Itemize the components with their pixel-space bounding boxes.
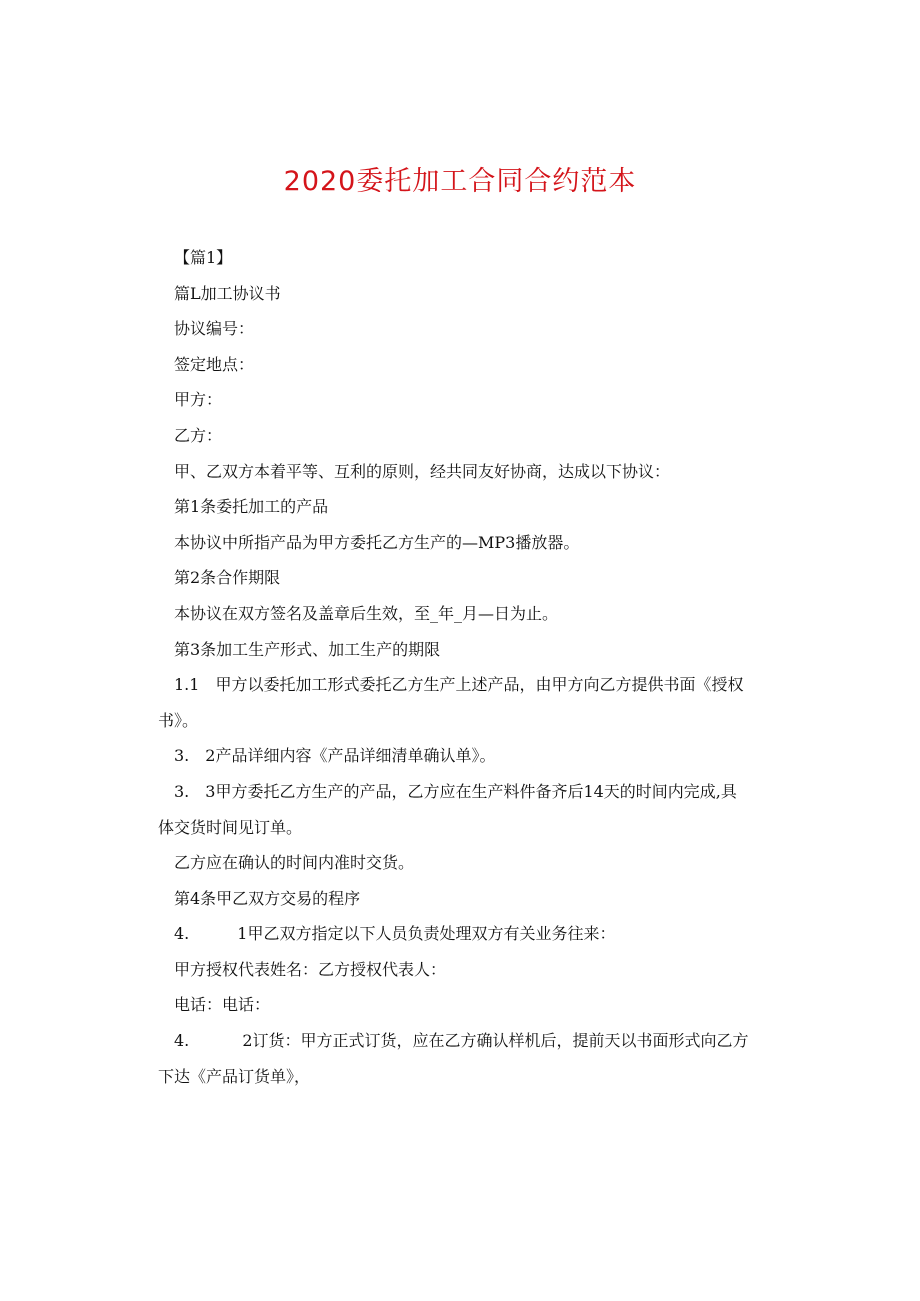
clause-3-3-line-1: 3. 3甲方委托乙方生产的产品，乙方应在生产料件备齐后14天的时间内完成,具 [174, 781, 737, 801]
agreement-title: 篇L加工协议书 [174, 283, 281, 303]
phones-line: 电话：电话： [174, 995, 271, 1015]
preamble-paragraph: 甲、乙双方本着平等、互利的原则，经共同友好协商，达成以下协议： [174, 461, 671, 481]
party-a-label: 甲方： [174, 390, 223, 410]
article-3-heading: 第3条加工生产形式、加工生产的期限 [174, 639, 441, 659]
delivery-paragraph: 乙方应在确认的时间内准时交货。 [174, 853, 415, 873]
clause-3-1-line-2: 书》。 [158, 710, 199, 730]
document-body [158, 240, 794, 1094]
clause-4-2-line-1: 4. 2订货：甲方正式订货，应在乙方确认样机后，提前天以书面形式向乙方 [174, 1031, 749, 1051]
document-title: 2020委托加工合同合约范本 [283, 166, 637, 197]
representatives-line: 甲方授权代表姓名：乙方授权代表人： [174, 959, 447, 979]
clause-4-1: 4. 1甲乙双方指定以下人员负责处理双方有关业务往来： [174, 924, 616, 944]
article-4-heading: 第4条甲乙双方交易的程序 [174, 888, 361, 908]
section-heading: 【篇1】 [174, 248, 233, 267]
clause-3-3-line-2: 体交货时间见订单。 [158, 817, 303, 837]
agreement-number-label: 协议编号： [174, 319, 255, 339]
clause-3-2: 3. 2产品详细内容《产品详细清单确认单》。 [174, 746, 496, 766]
article-1-text: 本协议中所指产品为甲方委托乙方生产的—MP3播放器。 [174, 532, 580, 552]
signing-location-label: 签定地点： [174, 354, 255, 374]
clause-3-1-line-1: 1.1 甲方以委托加工形式委托乙方生产上述产品，由甲方向乙方提供书面《授权 [174, 675, 744, 695]
article-2-heading: 第2条合作期限 [174, 568, 281, 588]
party-b-label: 乙方： [174, 425, 223, 445]
article-1-heading: 第1条委托加工的产品 [174, 497, 329, 517]
article-2-text: 本协议在双方签名及盖章后生效，至_年_月—日为止。 [174, 603, 559, 623]
clause-4-2-line-2: 下达《产品订货单》， [158, 1066, 311, 1086]
